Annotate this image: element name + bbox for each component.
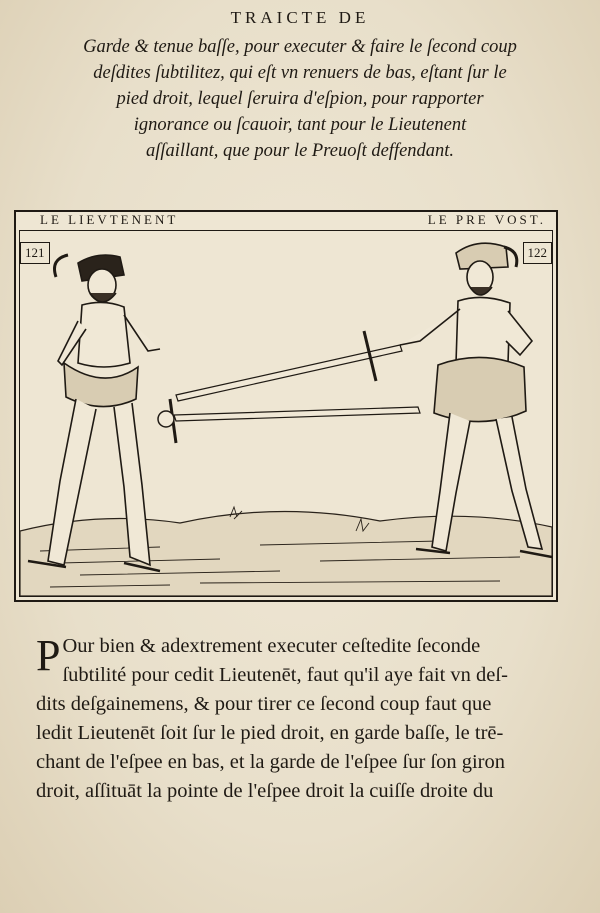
body-paragraph	[36, 632, 566, 806]
title-line: aſſaillant, que pour le Preuoſt deffendant.	[145, 141, 455, 161]
body-line: ſubtilité pour cedit Lieutenēt, faut qu'il aye fait vn deſ-	[62, 664, 508, 686]
fencing-woodcut-illustration	[20, 231, 552, 596]
title-line: Garde & tenue baſſe, pour executer & faire le ſecond coup	[83, 37, 517, 57]
figure-number-left: 121	[20, 242, 50, 264]
drop-capital: P	[36, 631, 61, 680]
prevost-figure	[400, 243, 552, 557]
body-line: Our bien & adextrement executer ceſtedite ſeconde	[62, 635, 481, 657]
figure-number-right: 122	[523, 242, 553, 264]
section-title	[30, 34, 570, 164]
ground-hill	[20, 511, 552, 596]
caption-lieutenant: LE LIEVTENENT	[40, 212, 179, 227]
body-line: dits deſgainemens, & pour tirer ce ſecond coup faut que	[36, 693, 492, 715]
body-line: droit, aſſituāt la pointe de l'eſpee droit la cuiſſe droite du	[36, 780, 494, 802]
title-line: ignorance ou ſcauoir, tant pour le Lieutenent	[133, 115, 467, 135]
woodcut-plate	[14, 210, 558, 602]
swords	[158, 331, 420, 443]
title-line: pied droit, lequel ſeruira d'eſpion, pour rapporter	[116, 89, 484, 109]
illustration-frame	[19, 230, 553, 597]
body-line: ledit Lieutenēt ſoit ſur le pied droit, en garde baſſe, le trē-	[36, 722, 504, 744]
body-line: chant de l'eſpee en bas, et la garde de l'eſpee ſur ſon giron	[36, 751, 506, 773]
caption-prevost: LE PRE VOST.	[427, 212, 546, 227]
running-head: TRAICTE DE	[230, 8, 370, 27]
title-line: deſdites ſubtilitez, qui eſt vn renuers de bas, eſtant ſur le	[93, 63, 507, 83]
